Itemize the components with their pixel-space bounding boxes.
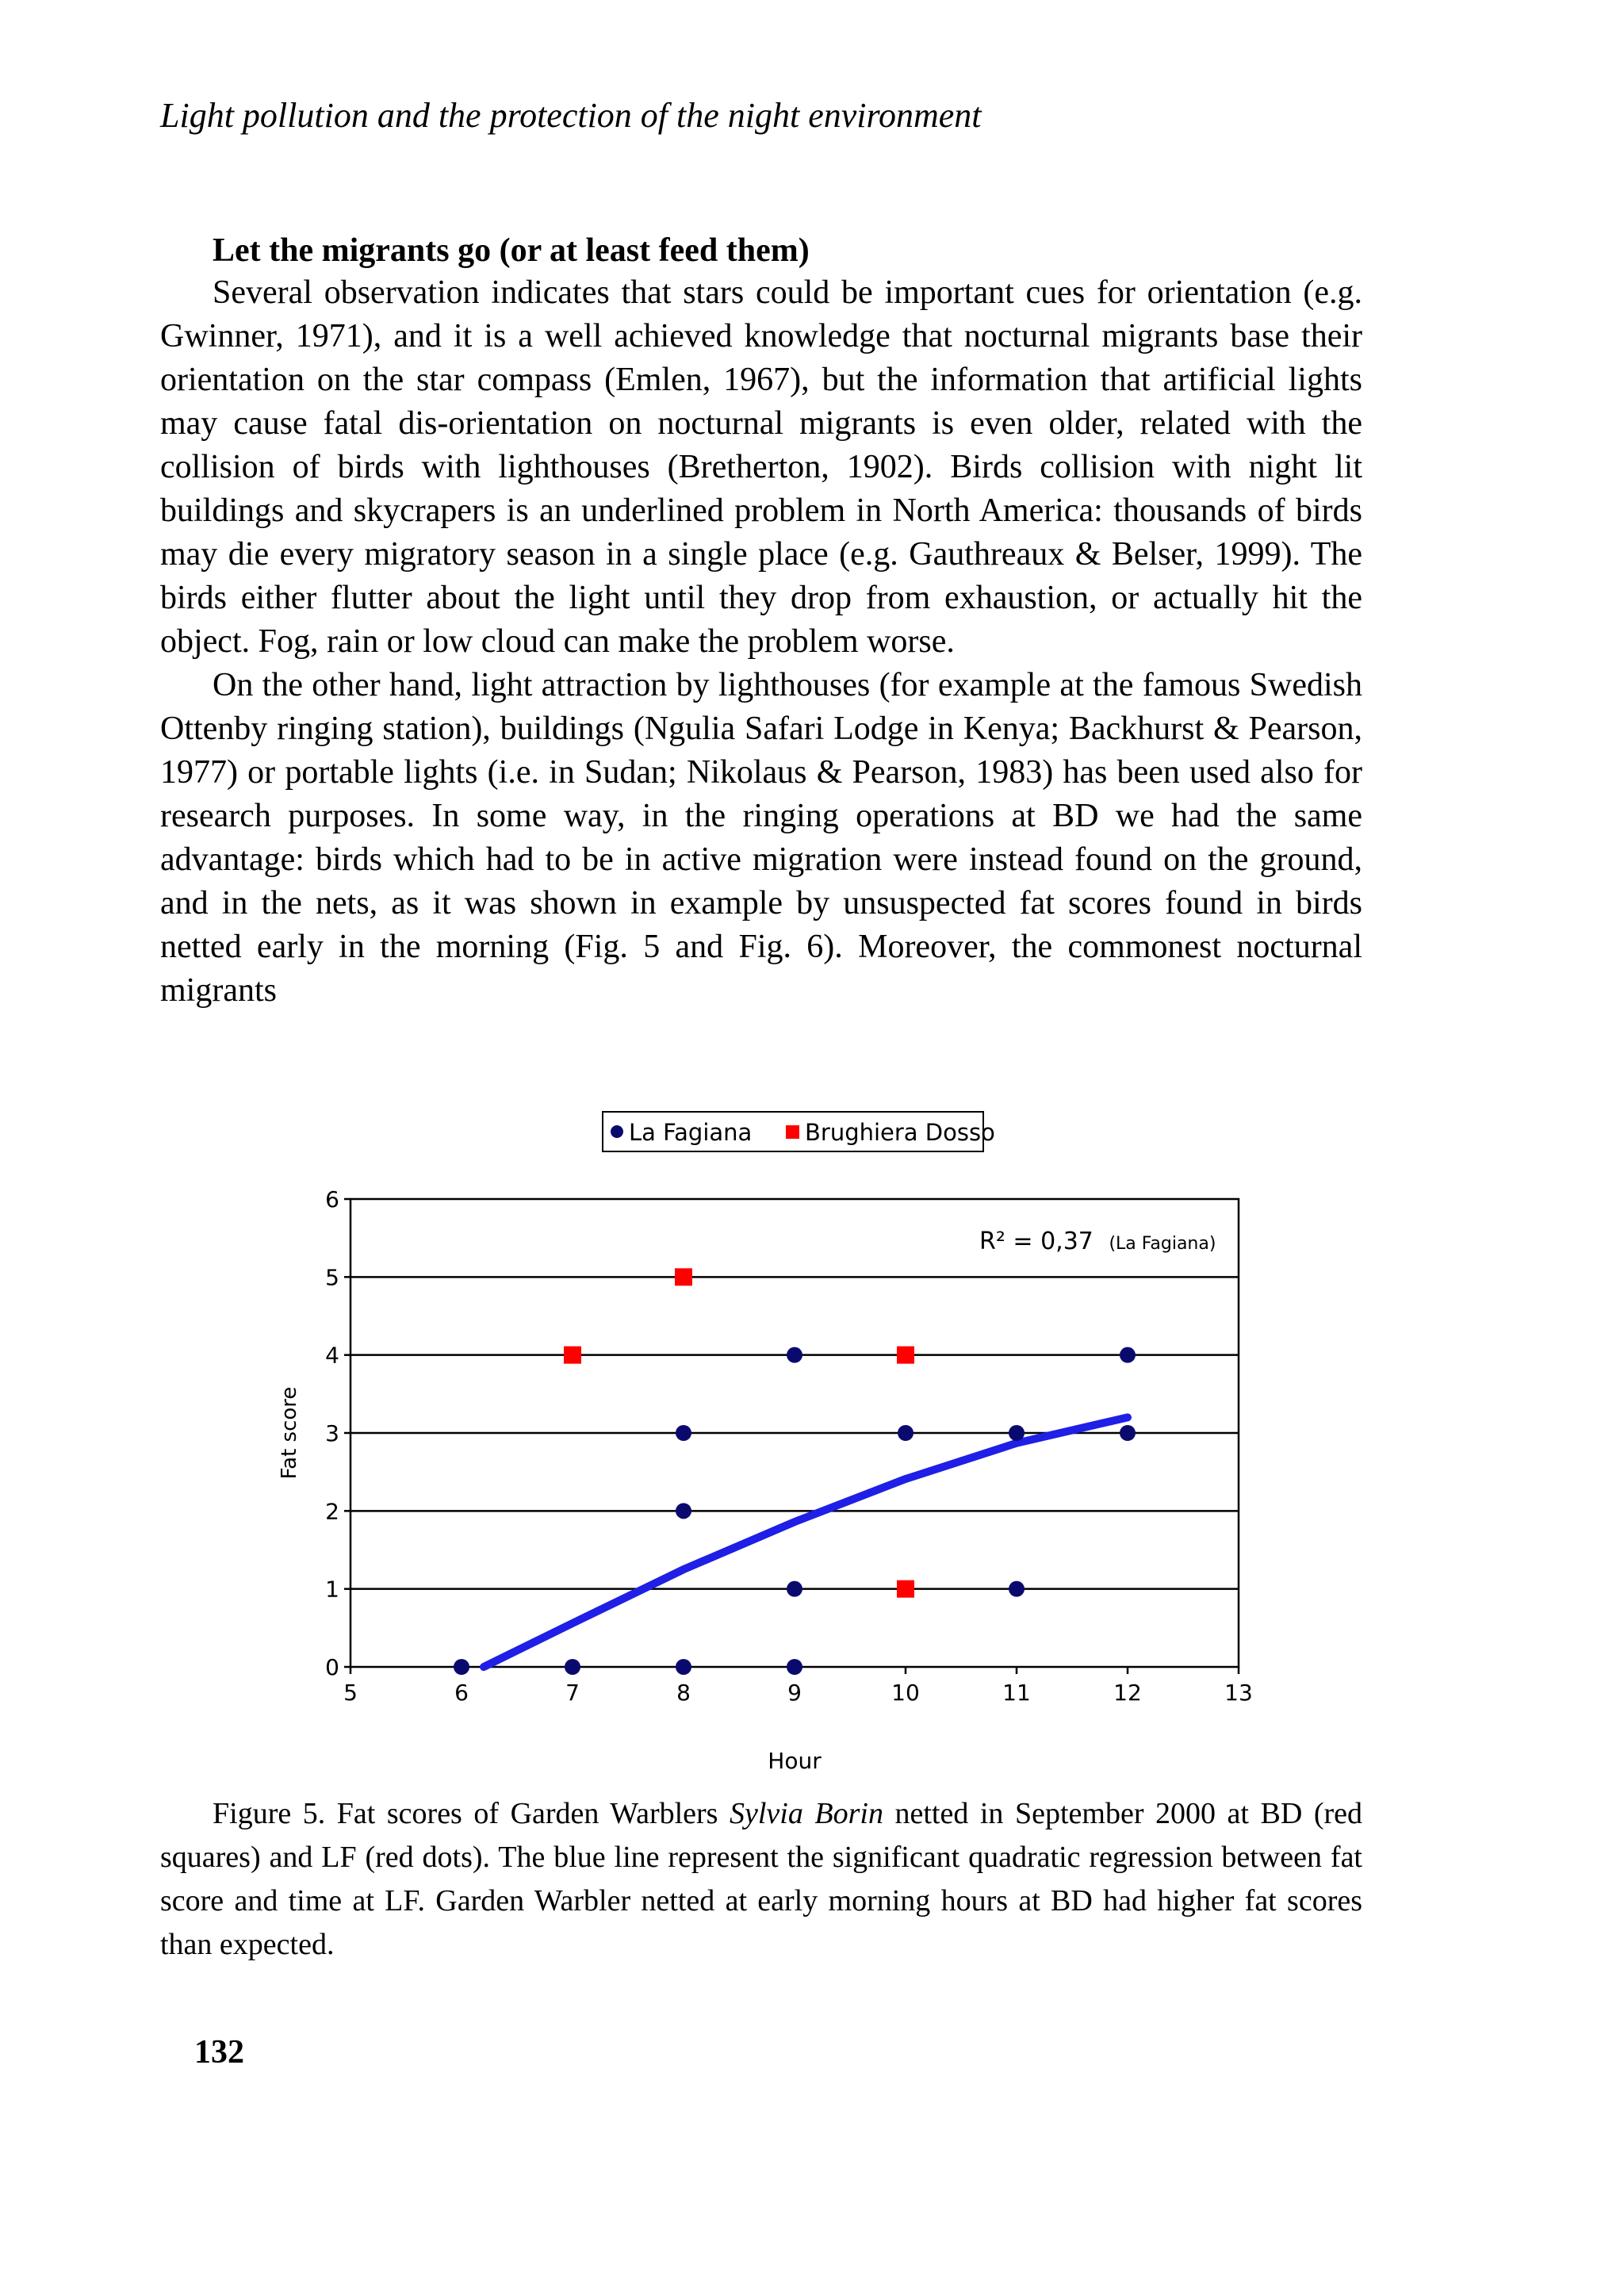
paragraph-2: On the other hand, light attraction by lighthouses (for example at the famous Swedish Ottenby ringing station), buildings (Ngulia Safari Lodge in Kenya; Backhurst & Pearson, 1977) or portable lights (i.e. in Sudan; Nikolaus & Pearson, 1983) has been used also for research purposes. In some way, in the ringing operations at BD we had the same advantage: birds which had to be in active migration were instead found on the ground, and in the nets, as it was shown in example by unsuspected fat scores found in birds netted early in the morning (Fig. 5 and Fig. 6). Moreover, the commonest nocturnal migrants: [160, 667, 1362, 1009]
x-tick-label-10: 10: [891, 1680, 920, 1706]
x-tick-label-6: 6: [454, 1680, 469, 1706]
x-tick-label-5: 5: [343, 1680, 358, 1706]
la-fagiana-point-11-1: [1009, 1581, 1025, 1597]
la-fagiana-point-9-0: [787, 1659, 802, 1675]
figure-5: [270, 1106, 1285, 1796]
brughiera-dosso-point-7-4: [564, 1347, 581, 1364]
la-fagiana-point-9-1: [787, 1581, 802, 1597]
y-tick-label-4: 4: [325, 1342, 339, 1369]
brughiera-dosso-point-8-5: [675, 1268, 692, 1285]
y-tick-label-1: 1: [325, 1576, 339, 1603]
paragraph-1: Several observation indicates that stars could be important cues for orientation (e.g. Gwinner, 1971), and it is a well achieved knowledge that nocturnal migrants base their orientation on the star compass (Emlen, 1967), but the information that artificial lights may cause fatal dis-orientation on nocturnal migrants is even older, related with the collision of birds with lighthouses (Bretherton, 1902). Birds collision with night lit buildings and skycrapers is an underlined problem in North America: thousands of birds may die every migratory season in a single place (e.g. Gauthreaux & Belser, 1999). The birds either flutter about the light until they drop from exhaustion, or actually hit the object. Fog, rain or low cloud can make the problem worse.: [160, 274, 1362, 660]
la-fagiana-point-8-2: [676, 1503, 691, 1519]
x-tick-label-13: 13: [1224, 1680, 1253, 1706]
x-tick-label-7: 7: [565, 1680, 580, 1706]
la-fagiana-point-8-3: [676, 1425, 691, 1441]
la-fagiana-point-12-3: [1120, 1425, 1136, 1441]
body-text: [160, 271, 1362, 1013]
legend-label-la-fagiana: La Fagiana: [629, 1119, 753, 1146]
legend-marker-brughiera-dosso: [786, 1125, 799, 1139]
caption-start: Figure 5. Fat scores of Garden Warblers: [213, 1797, 730, 1830]
figure-caption: [160, 1792, 1362, 1967]
la-fagiana-point-10-3: [898, 1425, 914, 1441]
legend-marker-la-fagiana: [611, 1125, 623, 1138]
y-axis-title: Fat score: [278, 1386, 301, 1480]
la-fagiana-point-8-0: [676, 1659, 691, 1675]
running-header: Light pollution and the protection of the night environment: [160, 96, 982, 135]
x-axis-title: Hour: [768, 1748, 822, 1774]
y-tick-label-5: 5: [325, 1264, 339, 1291]
fat-score-chart: [270, 1106, 1285, 1796]
la-fagiana-point-12-4: [1120, 1347, 1136, 1363]
page-number: 132: [194, 2034, 244, 2071]
la-fagiana-point-7-0: [565, 1659, 580, 1675]
x-tick-label-9: 9: [787, 1680, 802, 1706]
x-tick-label-11: 11: [1002, 1680, 1031, 1706]
x-tick-label-8: 8: [676, 1680, 691, 1706]
y-tick-label-6: 6: [325, 1186, 339, 1213]
legend: [603, 1112, 995, 1151]
la-fagiana-point-11-3: [1009, 1425, 1025, 1441]
brughiera-dosso-point-10-1: [897, 1580, 914, 1598]
r-squared-value: R² = 0,37: [979, 1228, 1094, 1255]
section-heading: Let the migrants go (or at least feed them): [213, 232, 810, 269]
legend-label-brughiera-dosso: Brughiera Dosso: [805, 1119, 995, 1146]
la-fagiana-point-6-0: [454, 1659, 469, 1675]
caption-end: netted in September 2000 at BD (red squares) and LF (red dots). The blue line represent the significant quadratic regression between fat score and time at LF. Garden Warbler netted at early morning hours at BD had higher fat scores than expected.: [160, 1797, 1363, 1961]
caption-species: Sylvia Borin: [730, 1797, 883, 1830]
brughiera-dosso-point-10-4: [897, 1347, 914, 1364]
r-squared-site: (La Fagiana): [1109, 1234, 1216, 1254]
y-tick-label-2: 2: [325, 1498, 339, 1525]
la-fagiana-point-9-4: [787, 1347, 802, 1363]
x-tick-label-12: 12: [1113, 1680, 1142, 1706]
y-tick-label-3: 3: [325, 1420, 339, 1446]
y-tick-label-0: 0: [325, 1654, 339, 1680]
y-axis: [325, 1186, 350, 1680]
